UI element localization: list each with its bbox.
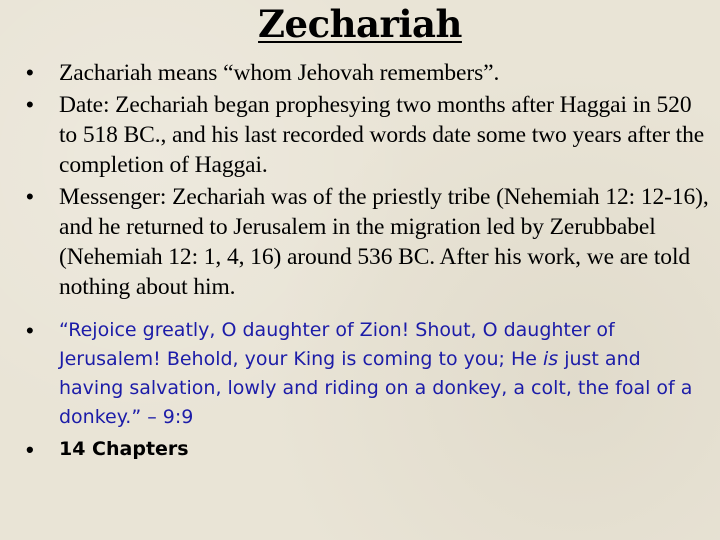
bullet-icon: • [26,60,34,85]
bullet-item-quote [26,316,710,432]
bullet-text-date: Date: Zechariah began prophesying two months after Haggai in 520 to 518 BC., and his last recorded words date some two years after the completion of Haggai. [59,92,705,178]
bullet-icon: • [26,184,34,209]
quote-before: “Rejoice greatly, O daughter of Zion! Shout, O daughter of Jerusalem! Behold, your King is coming to you; He [59,319,615,370]
bullet-item-chapters [26,435,710,464]
bullet-item-date [26,90,710,180]
bullet-text-chapters: 14 Chapters [59,438,189,460]
quote-after: just and having salvation, lowly and riding on a donkey, a colt, the foal of a donkey.” – 9:9 [59,348,693,428]
bullet-icon: • [26,318,34,343]
quote-italic: is [542,348,559,370]
quote-text [59,319,692,428]
bullet-item-meaning [26,58,710,88]
bullet-item-messenger [26,182,710,302]
bullet-icon: • [26,92,34,117]
bullet-list [26,58,710,464]
slide-title: Zechariah [258,2,462,46]
bullet-text-messenger: Messenger: Zechariah was of the priestly tribe (Nehemiah 12: 12-16), and he returned to Jerusalem in the migration led by Zerubbabel (Nehemiah 12: 1, 4, 16) around 536 BC. After his work, we are told nothing about him. [59,184,709,300]
bullet-text-meaning: Zachariah means “whom Jehovah remembers”. [59,60,500,86]
bullet-icon: • [26,437,34,462]
